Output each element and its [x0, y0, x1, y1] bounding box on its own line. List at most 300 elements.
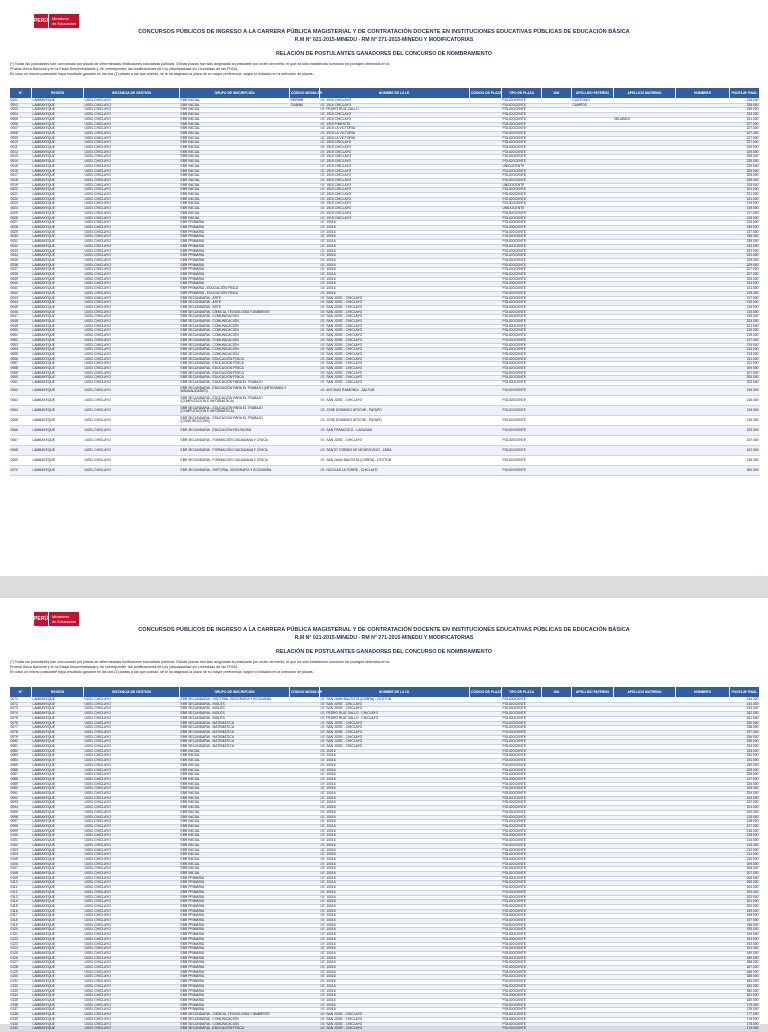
ministry-line1: Ministerio: [52, 614, 70, 619]
table-cell: 215.000: [730, 385, 760, 395]
table-cell: EBR PRIMARIA: [180, 975, 290, 980]
table-cell: LAMBAYEQUE: [32, 376, 84, 381]
table-cell: 0133: [10, 989, 32, 994]
table-cell: UGEL CHICLAYO: [84, 155, 180, 160]
table-cell: POLIDOCENTE: [502, 435, 542, 445]
peru-mark: PERÚ: [34, 14, 48, 28]
table-cell: POLIDOCENTE: [502, 824, 542, 829]
table-cell: 0041: [10, 287, 32, 292]
table-cell: 234.000: [730, 745, 760, 750]
table-cell: 0038: [10, 273, 32, 278]
table-cell: UGEL CHICLAYO: [84, 1017, 180, 1022]
table-cell: UGEL CHICLAYO: [84, 801, 180, 806]
table-cell: EBR INICIAL: [180, 108, 290, 113]
table-cell: 210.000: [730, 857, 760, 862]
table-cell: POLIDOCENTE: [502, 777, 542, 782]
table-cell: 209.000: [730, 862, 760, 867]
table-cell: 239.000: [730, 225, 760, 230]
column-header: INSTANCIA DE GESTIÓN: [84, 88, 180, 99]
table-cell: UGEL CHICLAYO: [84, 291, 180, 296]
table-cell: LAMBAYEQUE: [32, 975, 84, 980]
table-cell: EBR INICIAL: [180, 155, 290, 160]
table-cell: LAMBAYEQUE: [32, 839, 84, 844]
table-cell: LAMBAYEQUE: [32, 235, 84, 240]
table-cell: UGEL CHICLAYO: [84, 376, 180, 381]
table-cell: [614, 405, 676, 415]
table-cell: POLIDOCENTE: [502, 425, 542, 435]
table-cell: POLIDOCENTE: [502, 113, 542, 118]
table-cell: I.E. SAN JOSE - CHICLAYO: [320, 745, 470, 750]
table-cell: UGEL CHICLAYO: [84, 1013, 180, 1018]
table-cell: LAMBAYEQUE: [32, 777, 84, 782]
table-cell: LAMBAYEQUE: [32, 160, 84, 165]
table-cell: LAMBAYEQUE: [32, 216, 84, 221]
table-cell: 0093: [10, 801, 32, 806]
table-cell: LAMBAYEQUE: [32, 164, 84, 169]
table-cell: UGEL CHICLAYO: [84, 287, 180, 292]
table-cell: POLIDOCENTE: [502, 395, 542, 405]
table-cell: I.E. SAN JOSE - CHICLAYO: [320, 1013, 470, 1018]
table-cell: LAMBAYEQUE: [32, 872, 84, 877]
table-cell: [542, 465, 572, 475]
table-cell: UGEL CHICLAYO: [84, 853, 180, 858]
table-cell: [572, 1027, 614, 1032]
table-cell: UGEL CHICLAYO: [84, 352, 180, 357]
table-cell: 0075: [10, 716, 32, 721]
table-cell: UGEL CHICLAYO: [84, 230, 180, 235]
table-cell: POLIDOCENTE: [502, 367, 542, 372]
table-cell: UGEL CHICLAYO: [84, 301, 180, 306]
table-cell: LAMBAYEQUE: [32, 900, 84, 905]
table-cell: POLIDOCENTE: [502, 966, 542, 971]
table-cell: LAMBAYEQUE: [32, 291, 84, 296]
table-cell: 212.000: [730, 848, 760, 853]
table-cell: LAMBAYEQUE: [32, 956, 84, 961]
table-cell: 0002: [10, 103, 32, 108]
table-cell: I.E. 1915 CHICLAYO: [320, 178, 470, 183]
table-cell: POLIDOCENTE: [502, 117, 542, 122]
document-page-2: [0, 598, 768, 1031]
column-header: GRUPO DE INSCRIPCIÓN: [180, 687, 290, 698]
table-cell: UGEL CHICLAYO: [84, 371, 180, 376]
table-cell: 0132: [10, 984, 32, 989]
table-cell: 0090: [10, 787, 32, 792]
table-cell: I.E. SAN FRANCISCO - LAGUNAS: [320, 425, 470, 435]
table-cell: 0053: [10, 343, 32, 348]
table-cell: LAMBAYEQUE: [32, 853, 84, 858]
table-cell: EBR SECUNDARIA - FORMACIÓN CIUDADANA Y CÍVICA: [180, 455, 290, 465]
table-cell: 223.000: [730, 425, 760, 435]
table-cell: 209.000: [730, 367, 760, 372]
table-cell: UGEL CHICLAYO: [84, 834, 180, 839]
table-cell: POLIDOCENTE: [502, 730, 542, 735]
table-cell: 225.000: [730, 787, 760, 792]
table-cell: [542, 455, 572, 465]
table-cell: 213.000: [730, 352, 760, 357]
table-cell: 205.000: [730, 376, 760, 381]
table-cell: POLIDOCENTE: [502, 1022, 542, 1027]
table-cell: 0099: [10, 829, 32, 834]
table-cell: I.E. 1915 CHICLAYO: [320, 117, 470, 122]
table-cell: EBR INICIAL: [180, 839, 290, 844]
table-cell: LAMBAYEQUE: [32, 282, 84, 287]
table-cell: I.E. 10016: [320, 966, 470, 971]
table-cell: 216.000: [730, 829, 760, 834]
table-cell: 0054: [10, 348, 32, 353]
table-cell: 0036: [10, 263, 32, 268]
table-cell: 0083: [10, 754, 32, 759]
table-cell: LAMBAYEQUE: [32, 127, 84, 132]
table-cell: I.E. JOSE DOMINGO ATOCHE - PATAPO: [320, 415, 470, 425]
table-cell: 0037: [10, 268, 32, 273]
table-cell: 0051: [10, 334, 32, 339]
table-cell: 0016: [10, 169, 32, 174]
table-cell: I.E. SAN JUAN BAUTISTA (COBRA) - OYOTÚN: [320, 455, 470, 465]
table-cell: POLIDOCENTE: [502, 263, 542, 268]
table-cell: 243.000: [730, 707, 760, 712]
table-cell: EBR INICIAL: [180, 178, 290, 183]
table-cell: LAMBAYEQUE: [32, 886, 84, 891]
table-cell: LAMBAYEQUE: [32, 942, 84, 947]
table-cell: POLIDOCENTE: [502, 155, 542, 160]
table-cell: EBR SECUNDARIA - EDUCACIÓN FÍSICA: [180, 367, 290, 372]
table-cell: POLIDOCENTE: [502, 759, 542, 764]
table-cell: POLIDOCENTE: [502, 291, 542, 296]
table-cell: I.E. SAN JOSE - CHICLAYO: [320, 1017, 470, 1022]
table-cell: 178.000: [730, 1008, 760, 1013]
table-cell: UGEL CHICLAYO: [84, 956, 180, 961]
column-header: TIPO DE PLAZA: [502, 687, 542, 698]
table-cell: [470, 435, 502, 445]
table-cell: I.E. 10016: [320, 768, 470, 773]
table-cell: UGEL CHICLAYO: [84, 249, 180, 254]
table-cell: EBR SECUNDARIA - COMUNICACIÓN: [180, 329, 290, 334]
table-cell: 233.000: [730, 249, 760, 254]
table-cell: I.E. 10016: [320, 937, 470, 942]
table-cell: POLIDOCENTE: [502, 886, 542, 891]
table-cell: LAMBAYEQUE: [32, 362, 84, 367]
table-cell: POLIDOCENTE: [502, 160, 542, 165]
table-cell: [290, 465, 320, 475]
table-cell: POLIDOCENTE: [502, 287, 542, 292]
table-cell: UGEL CHICLAYO: [84, 197, 180, 202]
table-cell: 0032: [10, 244, 32, 249]
table-cell: 0061: [10, 381, 32, 386]
table-cell: [614, 415, 676, 425]
column-header: APELLIDO PATERNO: [572, 687, 614, 698]
table-cell: UGEL CHICLAYO: [84, 405, 180, 415]
table-cell: POLIDOCENTE: [502, 230, 542, 235]
table-cell: I.E. 10016: [320, 773, 470, 778]
table-cell: EBR INICIAL: [180, 782, 290, 787]
table-cell: 227.000: [730, 777, 760, 782]
table-cell: UGEL CHICLAYO: [84, 131, 180, 136]
table-cell: I.E. 1915 CHICLAYO: [320, 197, 470, 202]
table-cell: LAMBAYEQUE: [32, 169, 84, 174]
table-cell: EBR PRIMARIA: [180, 999, 290, 1004]
table-cell: POLIDOCENTE: [502, 188, 542, 193]
table-cell: 231.000: [730, 117, 760, 122]
table-cell: EBR SECUNDARIA - ARTE: [180, 296, 290, 301]
table-cell: EBR PRIMARIA: [180, 994, 290, 999]
table-cell: UGEL CHICLAYO: [84, 984, 180, 989]
table-cell: EBR PRIMARIA: [180, 980, 290, 985]
table-cell: EBR SECUNDARIA - EDUCACIÓN FÍSICA: [180, 371, 290, 376]
table-cell: 0045: [10, 305, 32, 310]
table-cell: LAMBAYEQUE: [32, 122, 84, 127]
table-cell: POLIDOCENTE: [502, 329, 542, 334]
table-cell: EBR SECUNDARIA - EDUCACIÓN PARA EL TRABAJO (CONSTRUCCIÓN): [180, 415, 290, 425]
table-cell: 227.000: [730, 127, 760, 132]
table-cell: UNIDOCENTE: [502, 183, 542, 188]
table-cell: [470, 415, 502, 425]
notes: [10, 660, 758, 675]
table-cell: 231.000: [730, 254, 760, 259]
table-cell: LAMBAYEQUE: [32, 876, 84, 881]
table-cell: UGEL CHICLAYO: [84, 994, 180, 999]
table-cell: UGEL CHICLAYO: [84, 315, 180, 320]
table-cell: I.E. 10016: [320, 754, 470, 759]
minedu-logo: [34, 612, 79, 626]
table-cell: EBR PRIMARIA: [180, 970, 290, 975]
table-cell: 196.000: [730, 923, 760, 928]
table-cell: EBR PRIMARIA: [180, 240, 290, 245]
table-cell: 233.000: [730, 113, 760, 118]
table-cell: POLIDOCENTE: [502, 919, 542, 924]
table-cell: I.E. 10016: [320, 914, 470, 919]
table-cell: LAMBAYEQUE: [32, 357, 84, 362]
table-cell: 0009: [10, 136, 32, 141]
table-cell: EBR SECUNDARIA - ARTE: [180, 305, 290, 310]
table-cell: LAMBAYEQUE: [32, 193, 84, 198]
table-cell: 214.000: [730, 839, 760, 844]
table-cell: UGEL CHICLAYO: [84, 207, 180, 212]
table-cell: I.E. 10016: [320, 980, 470, 985]
table-cell: I.E. SAN JOSE - CHICLAYO: [320, 352, 470, 357]
table-cell: [676, 465, 730, 475]
table-cell: EBR PRIMARIA: [180, 961, 290, 966]
table-cell: I.E. 10016: [320, 763, 470, 768]
table-cell: 0023: [10, 202, 32, 207]
table-cell: 221.000: [730, 188, 760, 193]
table-cell: EBR INICIAL: [180, 211, 290, 216]
table-cell: 195.000: [730, 928, 760, 933]
table-row: [10, 455, 760, 465]
table-cell: I.E. 10016: [320, 820, 470, 825]
table-cell: 0115: [10, 904, 32, 909]
table-cell: LAMBAYEQUE: [32, 405, 84, 415]
table-cell: 247.000: [730, 435, 760, 445]
table-cell: 211.000: [730, 853, 760, 858]
table-cell: LAMBAYEQUE: [32, 712, 84, 717]
table-cell: 200.000: [730, 904, 760, 909]
table-row: [10, 425, 760, 435]
table-cell: I.E. 10016: [320, 994, 470, 999]
table-cell: UGEL CHICLAYO: [84, 435, 180, 445]
table-cell: LAMBAYEQUE: [32, 258, 84, 263]
table-cell: POLIDOCENTE: [502, 258, 542, 263]
table-cell: [614, 395, 676, 405]
table-cell: 238.000: [730, 99, 760, 104]
table-cell: 0076: [10, 721, 32, 726]
table-cell: 199.000: [730, 909, 760, 914]
table-cell: UGEL CHICLAYO: [84, 815, 180, 820]
table-cell: EBR PRIMARIA: [180, 904, 290, 909]
table-cell: 221.000: [730, 193, 760, 198]
table-cell: EBR INICIAL: [180, 127, 290, 132]
table-cell: [614, 385, 676, 395]
table-cell: 225.000: [730, 164, 760, 169]
column-header: APELLIDO MATERNO: [614, 88, 676, 99]
table-cell: UGEL CHICLAYO: [84, 810, 180, 815]
table-cell: 186.000: [730, 970, 760, 975]
table-cell: 225.000: [730, 155, 760, 160]
table-cell: 240.000: [730, 721, 760, 726]
table-cell: I.E. ANTONIO RAIMONDI - SALTUR: [320, 385, 470, 395]
table-cell: EBR SECUNDARIA - COMUNICACIÓN: [180, 315, 290, 320]
table-cell: LAMBAYEQUE: [32, 1027, 84, 1032]
table-cell: EBR SECUNDARIA - COMUNICACIÓN: [180, 338, 290, 343]
table-cell: LAMBAYEQUE: [32, 381, 84, 386]
table-cell: 0078: [10, 730, 32, 735]
table-cell: 217.000: [730, 296, 760, 301]
ministry-line1: Ministerio: [52, 16, 70, 21]
table-cell: 229.000: [730, 258, 760, 263]
table-cell: EBR INICIAL: [180, 824, 290, 829]
table-cell: 0109: [10, 876, 32, 881]
table-cell: I.E. 10016: [320, 834, 470, 839]
table-cell: EBR PRIMARIA: [180, 966, 290, 971]
table-cell: POLIDOCENTE: [502, 310, 542, 315]
table-header-row: [10, 88, 760, 99]
table-cell: UGEL CHICLAYO: [84, 296, 180, 301]
table-cell: LAMBAYEQUE: [32, 782, 84, 787]
table-cell: I.E. 10016: [320, 867, 470, 872]
table-cell: I.E. 10016: [320, 876, 470, 881]
table-cell: UGEL CHICLAYO: [84, 268, 180, 273]
table-cell: 243.000: [730, 221, 760, 226]
table-cell: UGEL CHICLAYO: [84, 754, 180, 759]
table-cell: UGEL CHICLAYO: [84, 792, 180, 797]
table-cell: I.E. 10016: [320, 872, 470, 877]
table-cell: 227.000: [730, 141, 760, 146]
table-cell: UGEL CHICLAYO: [84, 839, 180, 844]
table-cell: EBR INICIAL: [180, 872, 290, 877]
table-cell: UGEL CHICLAYO: [84, 702, 180, 707]
table-cell: LAMBAYEQUE: [32, 425, 84, 435]
table-cell: POLIDOCENTE: [502, 103, 542, 108]
document-title: CONCURSOS PÚBLICOS DE INGRESO A LA CARRERA PÚBLICA MAGISTERIAL Y DE CONTRATACIÓN DOCENTE EN INSTITUCIONES EDUCATIVAS PÚBLICAS DE EDUCACIÓN BÁSICA: [138, 627, 630, 633]
table-cell: UGEL CHICLAYO: [84, 966, 180, 971]
table-cell: 175.000: [730, 1022, 760, 1027]
table-cell: 0074: [10, 712, 32, 717]
table-cell: POLIDOCENTE: [502, 465, 542, 475]
table-cell: 233.000: [730, 749, 760, 754]
table-cell: 0114: [10, 900, 32, 905]
table-cell: 0044: [10, 301, 32, 306]
table-cell: 0098: [10, 824, 32, 829]
table-cell: I.E. 10016: [320, 268, 470, 273]
table-cell: 219.000: [730, 202, 760, 207]
table-cell: EBR SECUNDARIA - FORMACIÓN CIUDADANA Y CÍVICA: [180, 435, 290, 445]
table-cell: LAMBAYEQUE: [32, 385, 84, 395]
table-cell: [614, 425, 676, 435]
table-cell: 0026: [10, 216, 32, 221]
table-cell: I.E. SAN JOSE - CHICLAYO: [320, 707, 470, 712]
table-cell: 0559998: [290, 99, 320, 104]
table-cell: UGEL CHICLAYO: [84, 136, 180, 141]
table-cell: POLIDOCENTE: [502, 268, 542, 273]
table-cell: LAMBAYEQUE: [32, 301, 84, 306]
table-cell: 0043: [10, 296, 32, 301]
table-cell: POLIDOCENTE: [502, 843, 542, 848]
table-cell: I.E. 10016: [320, 970, 470, 975]
table-cell: LAMBAYEQUE: [32, 136, 84, 141]
table-cell: EBR SECUNDARIA - CIENCIA, TECNOLOGÍA Y AMBIENTE: [180, 1013, 290, 1018]
table-cell: EBR INICIAL: [180, 834, 290, 839]
table-cell: 207.000: [730, 872, 760, 877]
table-cell: POLIDOCENTE: [502, 815, 542, 820]
table-cell: POLIDOCENTE: [502, 362, 542, 367]
column-header: N°: [10, 88, 32, 99]
table-cell: 215.000: [730, 405, 760, 415]
table-cell: LAMBAYEQUE: [32, 99, 84, 104]
table-row: [10, 395, 760, 405]
table-cell: UGEL CHICLAYO: [84, 1027, 180, 1032]
table-cell: 198.000: [730, 914, 760, 919]
table-cell: EBR PRIMARIA: [180, 900, 290, 905]
table-cell: EBR INICIAL: [180, 99, 290, 104]
column-header: DNI: [542, 687, 572, 698]
table-cell: 0100: [10, 834, 32, 839]
table-cell: EBR SECUNDARIA - MATEMÁTICA: [180, 726, 290, 731]
table-cell: POLIDOCENTE: [502, 782, 542, 787]
table-cell: I.E. 10016: [320, 230, 470, 235]
table-cell: I.E. SAN JOSE - CHICLAYO: [320, 305, 470, 310]
table-cell: EBR INICIAL: [180, 754, 290, 759]
table-cell: I.E. SAN JOSE - CHICLAYO: [320, 324, 470, 329]
table-cell: 0048: [10, 320, 32, 325]
table-cell: 223.000: [730, 282, 760, 287]
table-cell: UGEL CHICLAYO: [84, 862, 180, 867]
table-cell: UGEL CHICLAYO: [84, 445, 180, 455]
table-cell: 0020: [10, 188, 32, 193]
table-cell: EBR SECUNDARIA - INGLÉS: [180, 712, 290, 717]
table-cell: EBR PRIMARIA: [180, 933, 290, 938]
table-cell: I.E. SAN JOSE - CHICLAYO: [320, 329, 470, 334]
table-cell: UGEL CHICLAYO: [84, 1022, 180, 1027]
table-cell: 0121: [10, 933, 32, 938]
table-cell: 204.000: [730, 886, 760, 891]
table-cell: 0139: [10, 1017, 32, 1022]
notes: [10, 62, 758, 77]
table-cell: 219.000: [730, 815, 760, 820]
table-cell: I.E. 1915 CHICLAYO: [320, 99, 470, 104]
table-cell: POLIDOCENTE: [502, 301, 542, 306]
table-cell: LAMBAYEQUE: [32, 966, 84, 971]
table-cell: POLIDOCENTE: [502, 193, 542, 198]
table-cell: 0131: [10, 980, 32, 985]
ministry-line2: de Educación: [52, 21, 77, 26]
page-footer-mark: ...: [758, 567, 762, 572]
table-cell: I.E. 10016: [320, 759, 470, 764]
table-cell: LAMBAYEQUE: [32, 1008, 84, 1013]
column-header: APELLIDO MATERNO: [614, 687, 676, 698]
table-cell: POLIDOCENTE: [502, 975, 542, 980]
table-cell: I.E. SAN JOSE - CHICLAYO: [320, 338, 470, 343]
table-cell: 183.000: [730, 984, 760, 989]
winners-table: [9, 686, 760, 1032]
